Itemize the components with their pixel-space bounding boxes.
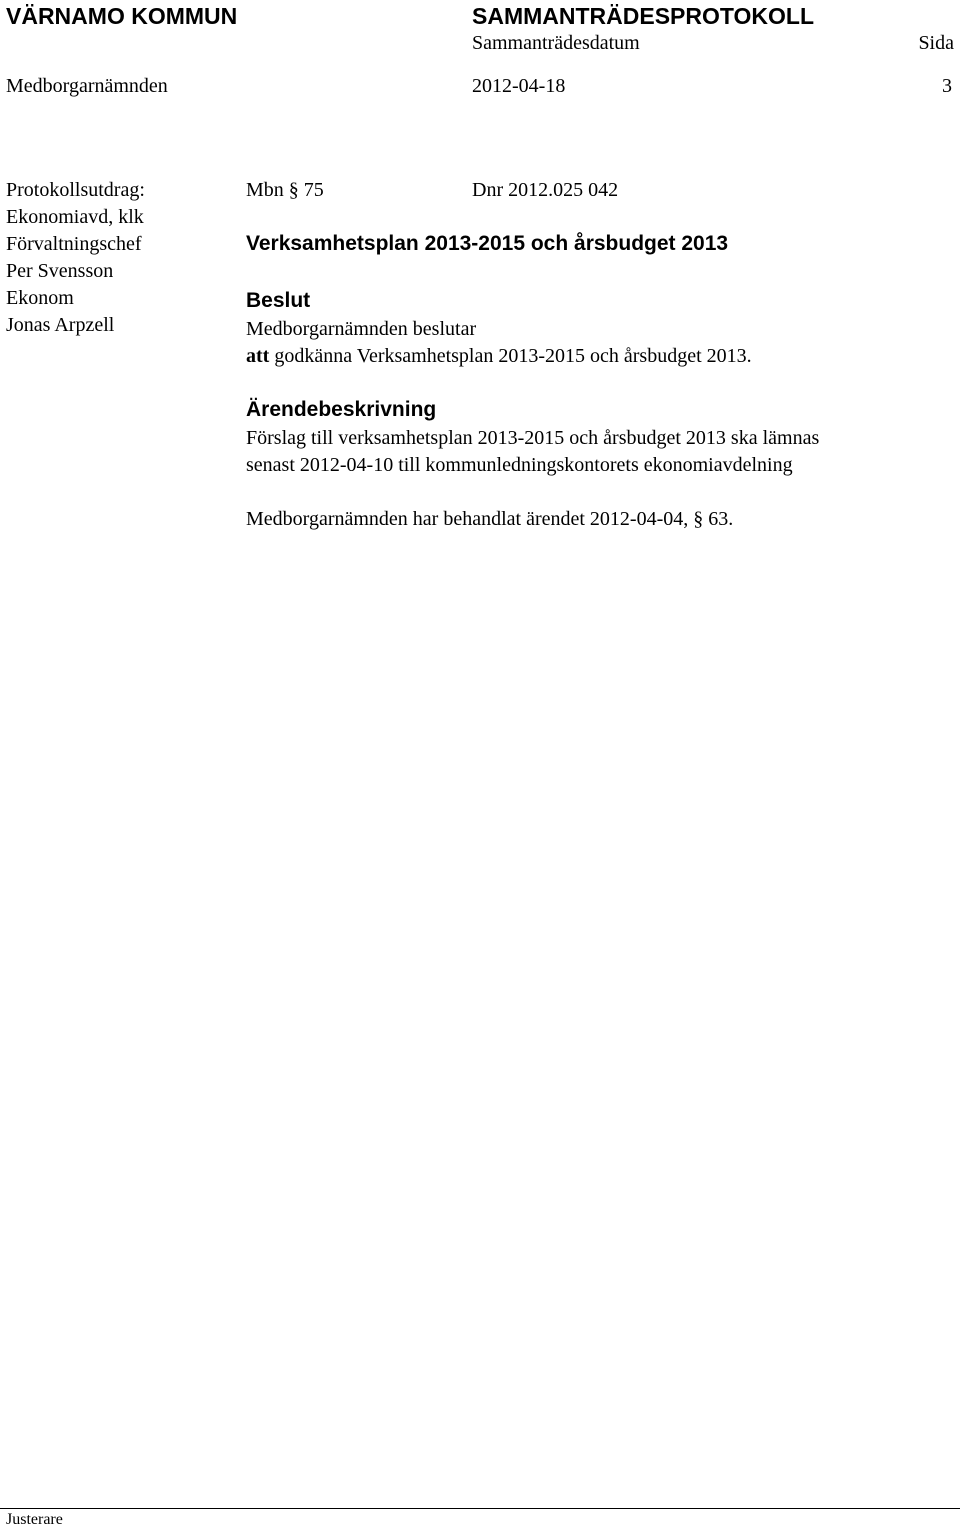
paragraph-number: Mbn § 75 [246, 179, 324, 201]
footer-label: Justerare [6, 1511, 63, 1528]
diary-number: Dnr 2012.025 042 [472, 179, 619, 201]
footer-divider [0, 1508, 960, 1509]
decision-body: godkänna Verksamhetsplan 2013-2015 och årsbudget 2013. [269, 345, 752, 367]
recipient-item: Ekonom [6, 287, 74, 309]
decision-heading: Beslut [246, 289, 311, 312]
meeting-date: 2012-04-18 [472, 75, 566, 97]
committee-name: Medborgarnämnden [6, 75, 168, 97]
description-line-3: Medborgarnämnden har behandlat ärendet 2012-04-04, § 63. [246, 508, 734, 530]
recipient-item: Per Svensson [6, 260, 114, 282]
page-label: Sida [918, 32, 954, 54]
decision-text [246, 343, 752, 370]
att-keyword: att [246, 345, 270, 367]
recipient-item: Ekonomiavd, klk [6, 206, 144, 228]
description-line-1: Förslag till verksamhetsplan 2013-2015 och årsbudget 2013 ska lämnas [246, 427, 820, 449]
recipient-item: Jonas Arpzell [6, 314, 115, 336]
org-name: VÄRNAMO KOMMUN [6, 3, 238, 29]
extract-label: Protokollsutdrag: [6, 179, 145, 201]
extract-recipients [6, 177, 145, 339]
recipient-item: Förvaltningschef [6, 233, 142, 255]
case-title: Verksamhetsplan 2013-2015 och årsbudget 2013 [246, 232, 729, 255]
page-number: 3 [942, 75, 952, 97]
meeting-date-label: Sammanträdesdatum [472, 32, 640, 54]
decision-intro: Medborgarnämnden beslutar [246, 318, 477, 340]
description-heading: Ärendebeskrivning [246, 398, 437, 421]
description-line-2: senast 2012-04-10 till kommunledningskontorets ekonomiavdelning [246, 454, 793, 476]
document-type: SAMMANTRÄDESPROTOKOLL [472, 3, 815, 29]
